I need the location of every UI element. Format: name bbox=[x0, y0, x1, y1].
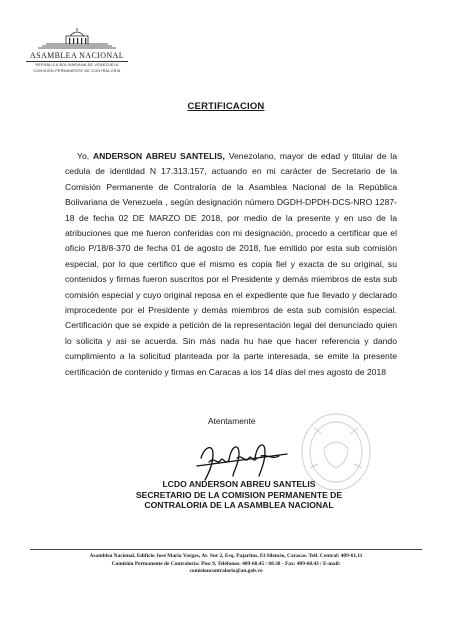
footer-contact: Comisión Permanente de Contraloría: Piso 9, Teléfonos: 409-68.45 / 68.38 - Fax: 409-68.43 / E-mail: bbox=[111, 560, 341, 567]
letterhead-subtitle-2: COMISIÓN PERMANENTE DE CONTRALORÍA bbox=[33, 69, 121, 73]
signer-title-line-1: SECRETARIO DE LA COMISION PERMANENTE DE bbox=[135, 490, 343, 500]
letterhead bbox=[22, 28, 132, 73]
body-text: Venezolano, mayor de edad y titular de la cedula de identidad N 17.313.157, actuando en mi carácter de Secretario de la Comisión Permanente de Contraloría de la Asamblea Nacional de la República Bolivariana de Venezuela , según designación número DGDH-DPDH-DCS-NRO 1287-18 de fecha 02 DE MARZO DE 2018, por medio de la presente y en uso de la atribuciones que me fueron conferidas con mi designación, procedo a certificar que el oficio P/18/8-370 de fecha 01 de agosto de 2018, fue emitido por esta sub comisión especial, por lo que certifico que el mismo es copia fiel y exacta de su original, su contenidos y firmas fueron suscritos por el Presidente y demás miembros de esta sub comisión especial y cuyo original reposa en el expediente que fue llevado y declarado improcedente por el Presidente y demás miembros de esta sub comisión especial. Certificación que se expide a petición de la representación legal del denunciado quien lo solicita y asi se acuerda. Sin más nada hu hae que hacer referencia y dando cumplimiento a la solicitud planteada por la parte interesada, se emite la presente certificación de contenido y firmas en Caracas a los 14 días del mes agosto de 2018 bbox=[65, 151, 397, 377]
letterhead-rule bbox=[26, 61, 128, 62]
parliament-crest-icon bbox=[36, 28, 118, 50]
letterhead-subtitle-1: REPÚBLICA BOLIVARIANA DE VENEZUELA bbox=[35, 63, 119, 67]
document-title: CERTIFICACION bbox=[187, 101, 265, 112]
closing-salutation: Atentamente bbox=[208, 416, 256, 426]
body-signer-name: ANDERSON ABREU SANTELIS, bbox=[92, 151, 225, 161]
body-intro: Yo, bbox=[77, 151, 93, 161]
footer-divider bbox=[30, 549, 422, 550]
signer-name: LCDO ANDERSON ABREU SANTELIS bbox=[162, 479, 316, 489]
handwritten-signature bbox=[195, 436, 295, 482]
letterhead-name: ASAMBLEA NACIONAL bbox=[29, 51, 125, 60]
certification-body bbox=[65, 149, 397, 380]
footer-address: Asamblea Nacional, Edificio José María Vargas, Av. Sur 2, Esq. Pajaritos, El Silencio, Caracas. Telf. Central: 409-61.11 bbox=[89, 553, 363, 559]
signer-title-line-2: CONTRALORIA DE LA ASAMBLEA NACIONAL bbox=[144, 500, 334, 510]
footer-email: comisioncontraloria@an.gob.ve bbox=[189, 568, 263, 575]
footer bbox=[20, 553, 432, 576]
